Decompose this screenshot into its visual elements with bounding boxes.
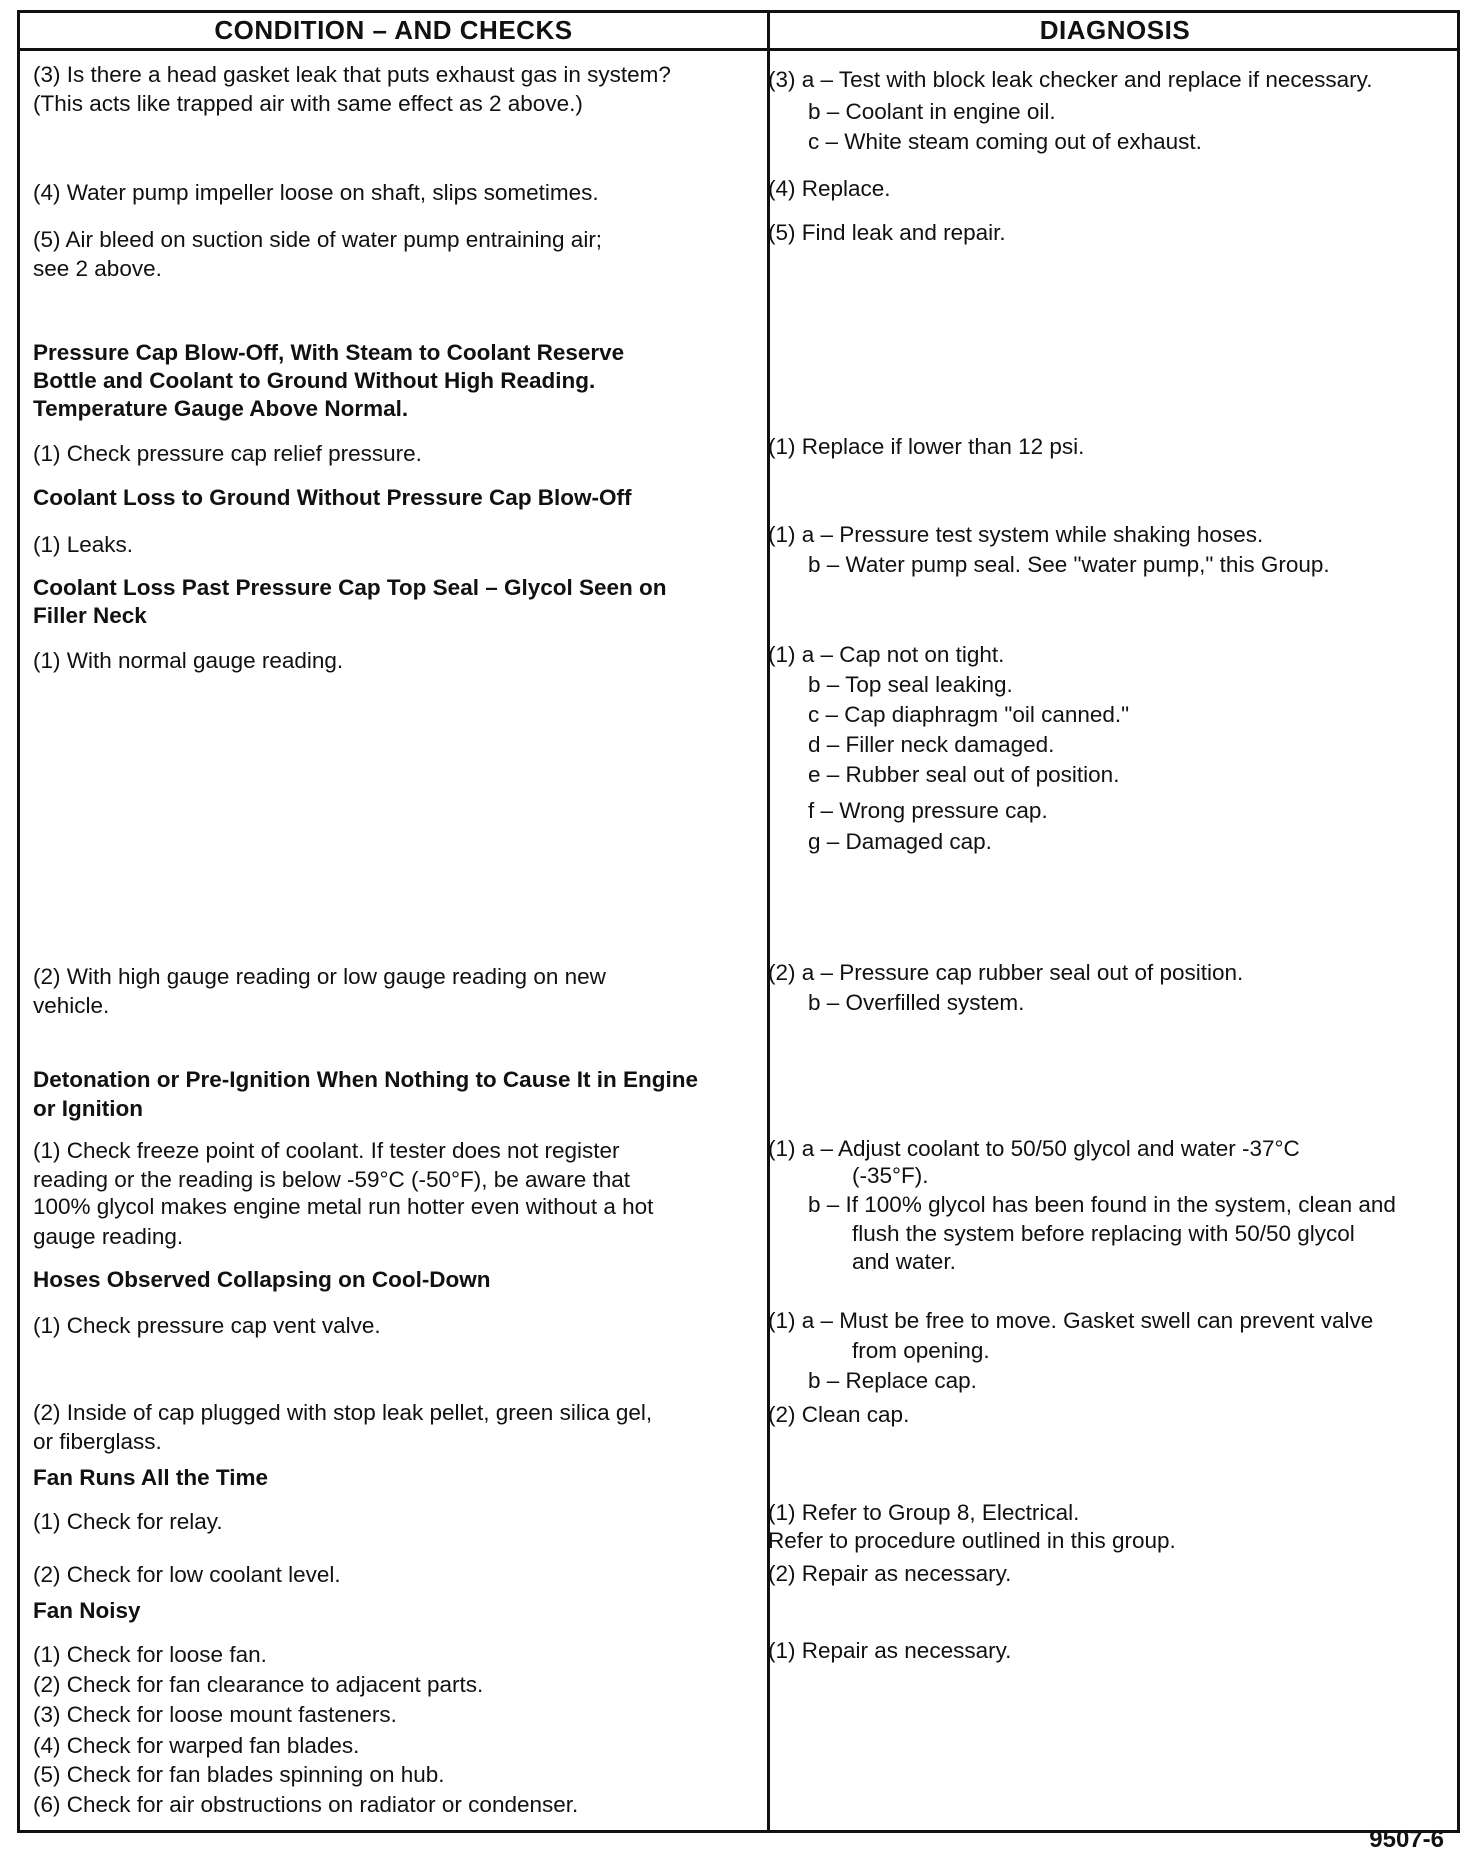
- diagnosis-header: DIAGNOSIS: [767, 13, 1460, 48]
- condition-line: (1) Leaks.: [33, 532, 134, 557]
- diagnosis-line: c – White steam coming out of exhaust.: [808, 129, 1202, 154]
- diagnosis-line: b – Overfilled system.: [808, 990, 1025, 1015]
- diagnosis-line: b – Water pump seal. See "water pump," this Group.: [808, 552, 1330, 577]
- section-heading: Bottle and Coolant to Ground Without High Reading.: [33, 368, 596, 393]
- condition-line: (3) Check for loose mount fasteners.: [33, 1702, 397, 1727]
- section-heading: Coolant Loss Past Pressure Cap Top Seal – Glycol Seen on: [33, 575, 667, 600]
- section-heading: or Ignition: [33, 1096, 143, 1121]
- diagnosis-line: c – Cap diaphragm "oil canned.": [808, 702, 1130, 727]
- diagnosis-line: (4) Replace.: [768, 176, 891, 201]
- diagnosis-line: (3) a – Test with block leak checker and replace if necessary.: [768, 67, 1373, 92]
- condition-line: (2) Inside of cap plugged with stop leak pellet, green silica gel,: [33, 1400, 653, 1425]
- condition-line: (1) Check pressure cap vent valve.: [33, 1313, 381, 1338]
- condition-line: (1) Check pressure cap relief pressure.: [33, 441, 422, 466]
- diagnosis-line: and water.: [852, 1249, 956, 1274]
- condition-line: (1) With normal gauge reading.: [33, 648, 344, 673]
- condition-line: (6) Check for air obstructions on radiator or condenser.: [33, 1792, 579, 1817]
- diagnosis-line: (1) a – Must be free to move. Gasket swell can prevent valve: [768, 1308, 1374, 1333]
- condition-line: (2) With high gauge reading or low gauge reading on new: [33, 964, 606, 989]
- condition-line: (2) Check for fan clearance to adjacent parts.: [33, 1672, 484, 1697]
- diagnosis-line: (1) Replace if lower than 12 psi.: [768, 434, 1085, 459]
- condition-line: (1) Check freeze point of coolant. If tester does not register: [33, 1138, 620, 1163]
- condition-line: (5) Check for fan blades spinning on hub.: [33, 1762, 445, 1787]
- diagnosis-line: (1) a – Adjust coolant to 50/50 glycol and water -37°C: [768, 1136, 1300, 1161]
- section-heading: Pressure Cap Blow-Off, With Steam to Coolant Reserve: [33, 340, 625, 365]
- condition-line: see 2 above.: [33, 256, 162, 281]
- diagnosis-line: (2) a – Pressure cap rubber seal out of position.: [768, 960, 1244, 985]
- diagnosis-line: (5) Find leak and repair.: [768, 220, 1006, 245]
- diagnosis-line: b – Top seal leaking.: [808, 672, 1013, 697]
- condition-line: vehicle.: [33, 993, 110, 1018]
- condition-line: (5) Air bleed on suction side of water pump entraining air;: [33, 227, 603, 252]
- diagnosis-line: (1) Refer to Group 8, Electrical.: [768, 1500, 1080, 1525]
- diagnosis-line: b – If 100% glycol has been found in the system, clean and: [808, 1192, 1396, 1217]
- diagnosis-line: Refer to procedure outlined in this group.: [768, 1528, 1176, 1553]
- condition-line: gauge reading.: [33, 1224, 184, 1249]
- section-heading: Coolant Loss to Ground Without Pressure Cap Blow-Off: [33, 485, 632, 510]
- condition-line: (4) Water pump impeller loose on shaft, slips sometimes.: [33, 180, 599, 205]
- condition-header: CONDITION – AND CHECKS: [214, 15, 573, 45]
- diagnosis-line: (1) a – Cap not on tight.: [768, 642, 1005, 667]
- condition-line: 100% glycol makes engine metal run hotter even without a hot: [33, 1194, 654, 1219]
- diagnosis-line: e – Rubber seal out of position.: [808, 762, 1120, 787]
- condition-line: (1) Check for loose fan.: [33, 1642, 267, 1667]
- diagnosis-line: (1) Repair as necessary.: [768, 1638, 1012, 1663]
- diagnosis-line: b – Replace cap.: [808, 1368, 977, 1393]
- diagnosis-line: from opening.: [852, 1338, 990, 1363]
- section-heading: Hoses Observed Collapsing on Cool-Down: [33, 1267, 491, 1292]
- condition-line: (3) Is there a head gasket leak that puts exhaust gas in system?: [33, 62, 671, 87]
- condition-line: (This acts like trapped air with same effect as 2 above.): [33, 91, 583, 116]
- diagnosis-line: (2) Clean cap.: [768, 1402, 910, 1427]
- condition-line: reading or the reading is below -59°C (-50°F), be aware that: [33, 1167, 631, 1192]
- condition-line: or fiberglass.: [33, 1429, 162, 1454]
- section-heading: Temperature Gauge Above Normal.: [33, 396, 409, 421]
- diagnosis-line: b – Coolant in engine oil.: [808, 99, 1056, 124]
- table-header: [20, 13, 1457, 51]
- section-heading: Filler Neck: [33, 603, 147, 628]
- diagnosis-line: (1) a – Pressure test system while shaking hoses.: [768, 522, 1264, 547]
- section-heading: Fan Runs All the Time: [33, 1465, 269, 1490]
- condition-line: (1) Check for relay.: [33, 1509, 223, 1534]
- figure-code: 9507-6: [1369, 1826, 1444, 1853]
- condition-line: (4) Check for warped fan blades.: [33, 1733, 360, 1758]
- diagnosis-line: f – Wrong pressure cap.: [808, 798, 1048, 823]
- diagnosis-line: d – Filler neck damaged.: [808, 732, 1055, 757]
- diagnosis-line: g – Damaged cap.: [808, 829, 992, 854]
- section-heading: Detonation or Pre-Ignition When Nothing to Cause It in Engine: [33, 1067, 698, 1092]
- diagnosis-line: flush the system before replacing with 50/50 glycol: [852, 1221, 1355, 1246]
- section-heading: Fan Noisy: [33, 1598, 141, 1623]
- condition-line: (2) Check for low coolant level.: [33, 1562, 341, 1587]
- diagnosis-line: (-35°F).: [852, 1163, 929, 1188]
- diagnosis-line: (2) Repair as necessary.: [768, 1561, 1012, 1586]
